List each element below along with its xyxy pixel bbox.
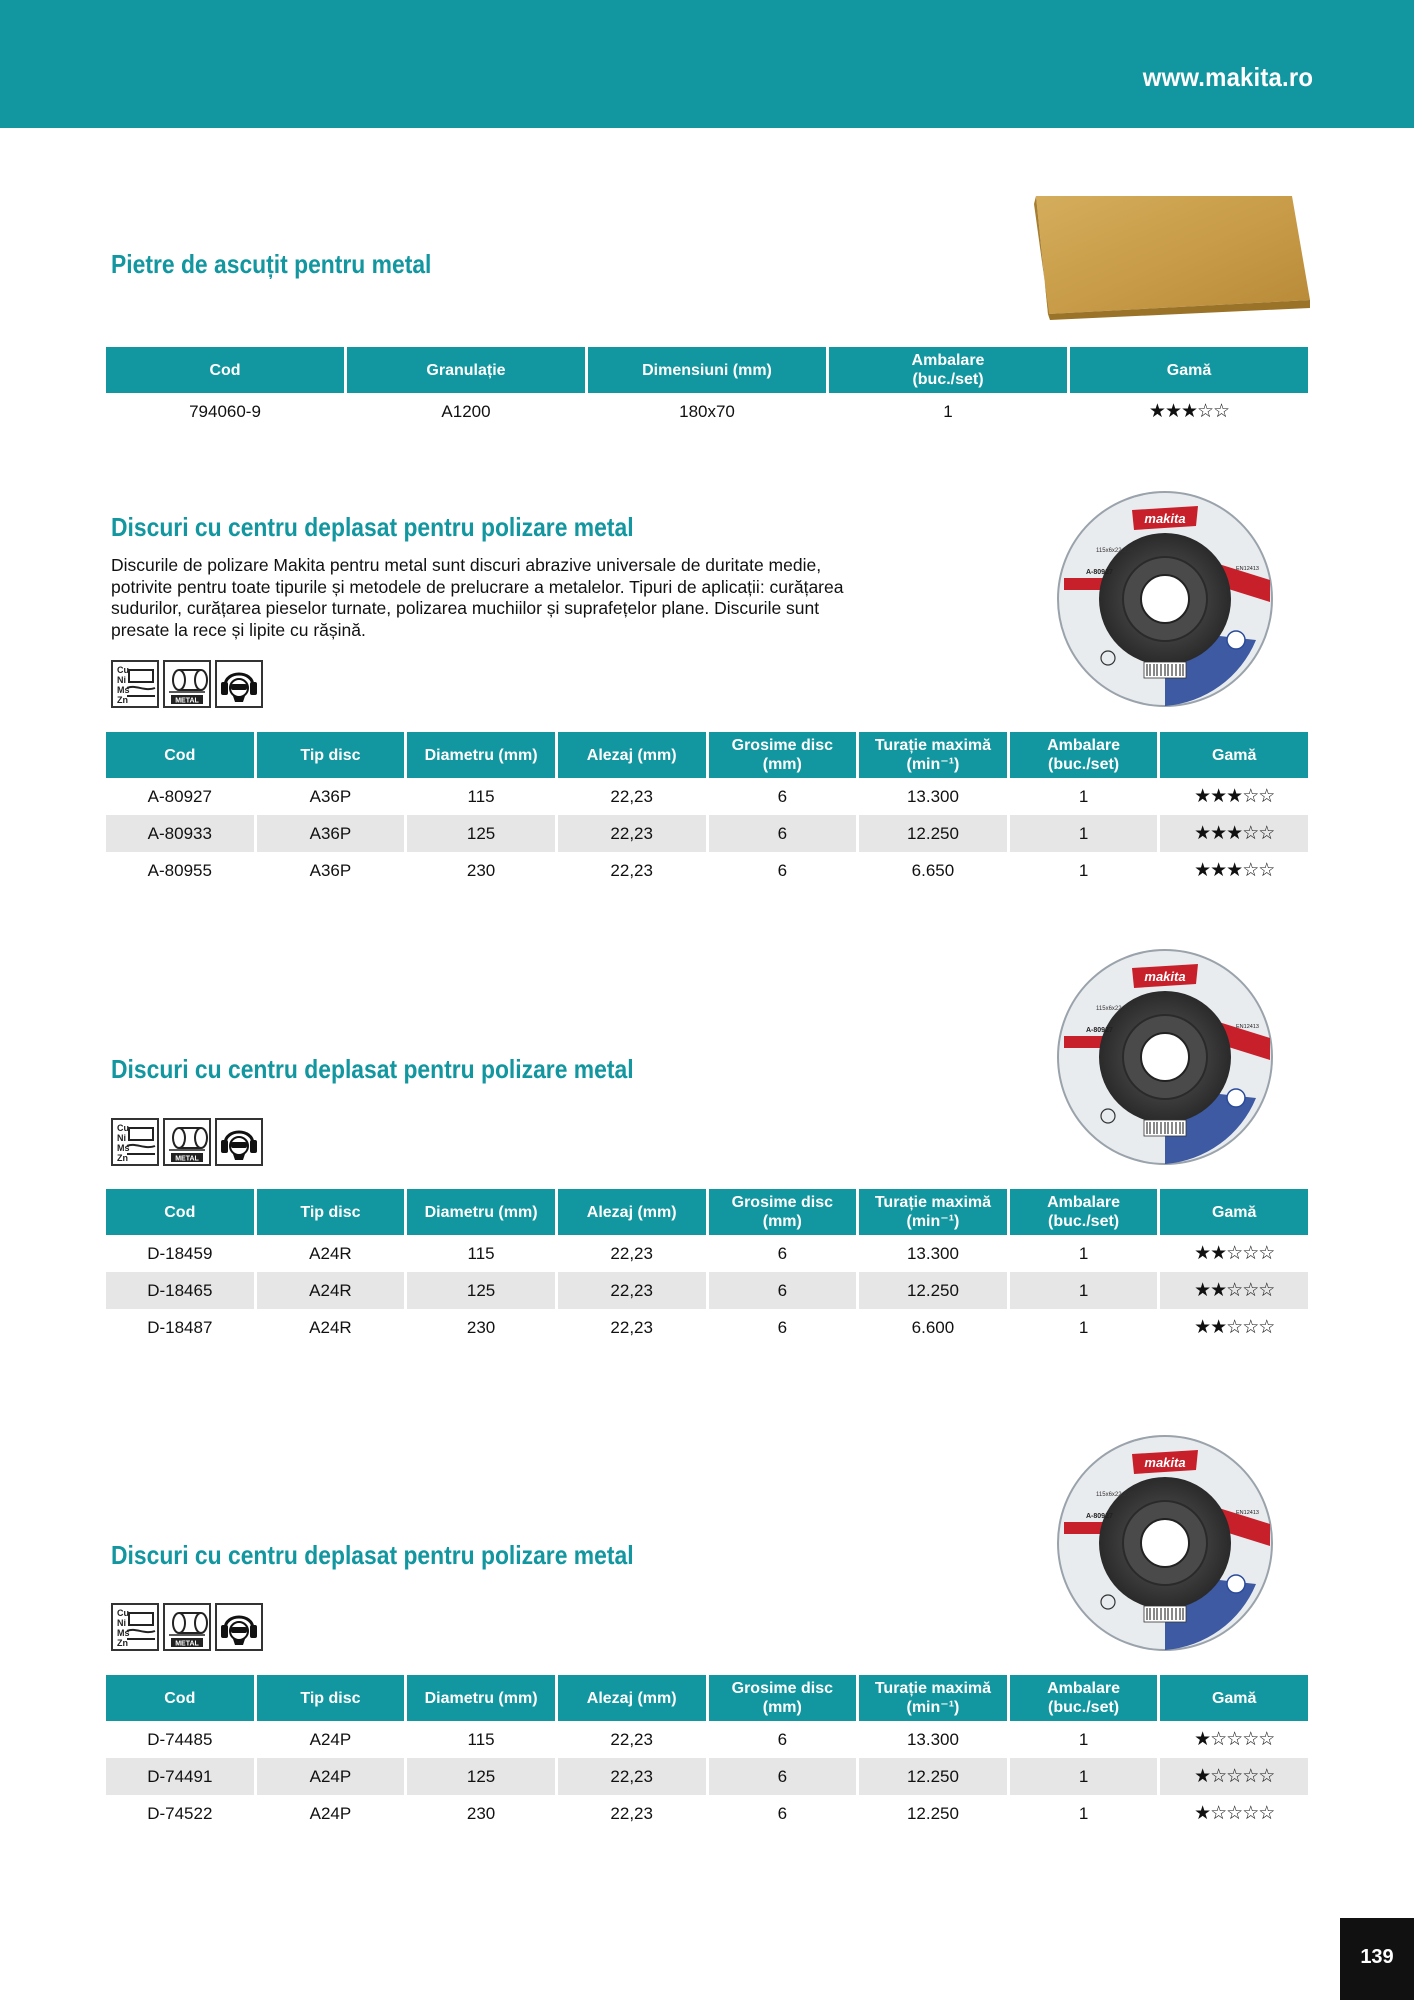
section-title-discs-c: Discuri cu centru deplasat pentru polizare metal — [111, 1540, 634, 1570]
cell-turatie: 6.650 — [911, 860, 955, 880]
svg-text:METAL: METAL — [175, 697, 199, 705]
svg-text:makita: makita — [1144, 1455, 1186, 1470]
cell-tip: A24P — [309, 1729, 352, 1749]
table-header-row — [106, 1189, 1308, 1235]
table-row — [106, 1272, 1308, 1309]
cell-tip: A36P — [309, 786, 352, 806]
cell-cod: D-74491 — [106, 1758, 254, 1795]
column-header: Alezaj (mm) — [558, 1189, 706, 1235]
whetstone-image — [1030, 192, 1312, 320]
cell-ambalare: 1 — [1078, 786, 1089, 806]
column-header: Cod — [106, 1675, 254, 1721]
grinding-disc-image — [1056, 490, 1274, 708]
section-title-whetstones: Pietre de ascuțit pentru metal — [111, 249, 432, 279]
cell-cod: D-74485 — [147, 1729, 213, 1749]
column-header: Grosime disc (mm) — [709, 1189, 857, 1235]
column-header: Ambalare (buc./set) — [1010, 732, 1158, 778]
cell-diametru: 125 — [407, 815, 555, 852]
column-header: Alezaj (mm) — [558, 1675, 706, 1721]
cell-cod: A-80933 — [106, 815, 254, 852]
cell-ambalare: 1 — [1078, 1729, 1089, 1749]
non-ferrous-metal-icon — [111, 1603, 159, 1651]
svg-text:A-80927: A-80927 — [1086, 1027, 1113, 1034]
section-title-discs-a: Discuri cu centru deplasat pentru polizare metal — [111, 512, 634, 542]
cell-alezaj: 22,23 — [558, 815, 706, 852]
cell-diametru: 115 — [467, 1729, 495, 1749]
svg-text:Ms: Ms — [117, 1628, 130, 1638]
cell-ambalare: 1 — [1078, 1803, 1089, 1823]
cell-cod: A-80927 — [147, 786, 212, 806]
svg-text:Cu: Cu — [117, 1123, 129, 1133]
rating-stars: ★★☆☆☆ — [1194, 1317, 1275, 1338]
table-header-row — [106, 1675, 1308, 1721]
column-header: Gamă — [1160, 1675, 1308, 1721]
table-row — [106, 1309, 1308, 1346]
table-row — [106, 1235, 1308, 1272]
cell-alezaj: 22,23 — [610, 1729, 653, 1749]
cell-turatie: 12.250 — [906, 1803, 959, 1823]
svg-text:115x6x22.23mm: 115x6x22.23mm — [1096, 548, 1140, 554]
column-header: Diametru (mm) — [407, 732, 555, 778]
cell-ambalare: 1 — [1010, 1272, 1158, 1309]
column-header: Diametru (mm) — [407, 1675, 555, 1721]
cell-ambalare: 1 — [943, 401, 953, 421]
whetstone-spec-table — [103, 347, 1311, 430]
page-number: 139 — [1360, 1946, 1394, 1968]
table-row — [106, 815, 1308, 852]
cell-diametru: 230 — [466, 1803, 496, 1823]
grinding-disc-image — [1056, 1434, 1274, 1652]
cell-diametru: 125 — [407, 1272, 555, 1309]
cell-cod: 794060-9 — [189, 401, 261, 421]
table-row — [106, 852, 1308, 889]
rating-stars: ★☆☆☆☆ — [1160, 1758, 1308, 1795]
svg-text:Ni: Ni — [117, 675, 126, 685]
cell-grosime: 6 — [777, 1243, 788, 1263]
application-icons-c — [111, 1603, 263, 1651]
column-header: Tip disc — [257, 732, 405, 778]
cell-diametru: 125 — [407, 1758, 555, 1795]
column-header: Granulație — [347, 347, 585, 393]
grinding-disc-image — [1056, 948, 1274, 1166]
cell-ambalare: 1 — [1010, 815, 1158, 852]
table-row — [106, 1758, 1308, 1795]
svg-text:EN12413: EN12413 — [1236, 566, 1259, 572]
column-header: Alezaj (mm) — [558, 732, 706, 778]
cell-cod: D-18487 — [147, 1317, 213, 1337]
safety-gear-icon — [215, 660, 263, 708]
cell-turatie: 13.300 — [906, 1243, 959, 1263]
cell-grosime: 6 — [709, 815, 857, 852]
non-ferrous-metal-icon — [111, 1118, 159, 1166]
svg-text:Ni: Ni — [117, 1133, 126, 1143]
cell-alezaj: 22,23 — [558, 1272, 706, 1309]
column-header: Grosime disc (mm) — [709, 732, 857, 778]
cell-alezaj: 22,23 — [610, 786, 653, 806]
cell-grosime: 6 — [709, 1272, 857, 1309]
column-header: Ambalare (buc./set) — [829, 347, 1067, 393]
svg-text:A-80927: A-80927 — [1086, 1513, 1113, 1520]
svg-text:Zn: Zn — [117, 1153, 128, 1163]
column-header: Diametru (mm) — [407, 1189, 555, 1235]
cell-alezaj: 22,23 — [610, 1243, 653, 1263]
application-icons-a — [111, 660, 263, 708]
cell-grosime: 6 — [709, 1758, 857, 1795]
svg-text:Zn: Zn — [117, 1638, 128, 1648]
svg-text:Cu: Cu — [117, 1608, 129, 1618]
svg-text:METAL: METAL — [175, 1155, 199, 1163]
cell-tip: A24R — [309, 1317, 352, 1337]
column-header: Tip disc — [257, 1189, 405, 1235]
column-header: Gamă — [1160, 1189, 1308, 1235]
cell-granulatie: A1200 — [441, 401, 491, 421]
site-url[interactable]: www.makita.ro — [1142, 62, 1313, 92]
cell-grosime: 6 — [777, 1729, 788, 1749]
cell-grosime: 6 — [777, 1803, 788, 1823]
header-bar — [0, 0, 1414, 128]
cell-ambalare: 1 — [1010, 1758, 1158, 1795]
cell-alezaj: 22,23 — [610, 1803, 653, 1823]
table-row — [106, 778, 1308, 815]
svg-text:makita: makita — [1144, 511, 1186, 526]
cell-turatie: 12.250 — [859, 1272, 1007, 1309]
cell-ambalare: 1 — [1078, 1243, 1089, 1263]
column-header: Ambalare (buc./set) — [1010, 1189, 1158, 1235]
page-number-box — [1340, 1918, 1414, 2000]
safety-gear-icon — [215, 1603, 263, 1651]
cell-cod: D-18459 — [147, 1243, 213, 1263]
disc-spec-table-c — [103, 1675, 1311, 1832]
rating-stars: ★★★☆☆ — [1194, 786, 1275, 807]
cell-turatie: 6.600 — [911, 1317, 955, 1337]
cell-grosime: 6 — [777, 1317, 788, 1337]
svg-text:makita: makita — [1144, 969, 1186, 984]
cell-ambalare: 1 — [1078, 1317, 1089, 1337]
svg-text:115x6x22.23mm: 115x6x22.23mm — [1096, 1006, 1140, 1012]
column-header: Turație maximă (min⁻¹) — [859, 1189, 1007, 1235]
column-header: Turație maximă (min⁻¹) — [859, 1675, 1007, 1721]
section-description: Discurile de polizare Makita pentru metal sunt discuri abrazive universale de duritate medie, potrivite pentru toate tipurile și metodele de prelucrare a metalelor. Tipuri de aplicații: curățarea sudurilor, curățarea pieselor turnate, polizarea muchiilor și suprafețelor plane. Discurile sunt presate la rece și lipite cu rășină. — [111, 555, 844, 640]
rating-stars: ★☆☆☆☆ — [1194, 1729, 1275, 1750]
column-header: Turație maximă (min⁻¹) — [859, 732, 1007, 778]
svg-text:EN12413: EN12413 — [1236, 1510, 1259, 1516]
svg-text:Zn: Zn — [117, 695, 128, 705]
section-title-discs-b: Discuri cu centru deplasat pentru polizare metal — [111, 1054, 634, 1084]
column-header: Grosime disc (mm) — [709, 1675, 857, 1721]
cell-turatie: 13.300 — [906, 1729, 959, 1749]
application-icons-b — [111, 1118, 263, 1166]
cell-turatie: 12.250 — [859, 815, 1007, 852]
cell-cod: D-74522 — [147, 1803, 213, 1823]
column-header: Dimensiuni (mm) — [588, 347, 826, 393]
cell-diametru: 230 — [466, 860, 496, 880]
cell-grosime: 6 — [777, 860, 788, 880]
metal-pipe-icon — [163, 1603, 211, 1651]
rating-stars: ★★★☆☆ — [1148, 401, 1230, 422]
rating-stars: ★★☆☆☆ — [1194, 1243, 1275, 1264]
svg-text:A-80927: A-80927 — [1086, 569, 1113, 576]
column-header: Cod — [106, 1189, 254, 1235]
column-header: Cod — [106, 347, 344, 393]
column-header: Cod — [106, 732, 254, 778]
column-header: Ambalare (buc./set) — [1010, 1675, 1158, 1721]
cell-tip: A24P — [257, 1758, 405, 1795]
cell-diametru: 115 — [467, 786, 495, 806]
table-header-row — [106, 347, 1308, 393]
svg-text:115x6x22.23mm: 115x6x22.23mm — [1096, 1492, 1140, 1498]
cell-alezaj: 22,23 — [610, 860, 653, 880]
cell-turatie: 13.300 — [906, 786, 959, 806]
svg-text:Ms: Ms — [117, 685, 130, 695]
cell-dimensiuni: 180x70 — [679, 401, 735, 421]
cell-alezaj: 22,23 — [610, 1317, 653, 1337]
svg-text:Ni: Ni — [117, 1618, 126, 1628]
rating-stars: ★★☆☆☆ — [1160, 1272, 1308, 1309]
table-header-row — [106, 732, 1308, 778]
rating-stars: ★★★☆☆ — [1160, 815, 1308, 852]
column-header: Gamă — [1160, 732, 1308, 778]
disc-spec-table-a — [103, 732, 1311, 889]
svg-text:Ms: Ms — [117, 1143, 130, 1153]
cell-cod: D-18465 — [106, 1272, 254, 1309]
cell-diametru: 230 — [466, 1317, 496, 1337]
cell-tip: A24R — [257, 1272, 405, 1309]
table-row — [106, 1721, 1308, 1758]
cell-cod: A-80955 — [147, 860, 212, 880]
cell-tip: A24P — [309, 1803, 352, 1823]
cell-turatie: 12.250 — [859, 1758, 1007, 1795]
metal-pipe-icon — [163, 660, 211, 708]
svg-text:METAL: METAL — [175, 1640, 199, 1648]
cell-grosime: 6 — [777, 786, 788, 806]
rating-stars: ★★★☆☆ — [1194, 860, 1275, 881]
column-header: Gamă — [1070, 347, 1308, 393]
disc-spec-table-b — [103, 1189, 1311, 1346]
table-row — [106, 393, 1308, 430]
cell-diametru: 115 — [467, 1243, 495, 1263]
rating-stars: ★☆☆☆☆ — [1194, 1803, 1275, 1824]
safety-gear-icon — [215, 1118, 263, 1166]
cell-ambalare: 1 — [1078, 860, 1089, 880]
svg-text:Cu: Cu — [117, 665, 129, 675]
cell-tip: A24R — [309, 1243, 352, 1263]
column-header: Tip disc — [257, 1675, 405, 1721]
non-ferrous-metal-icon — [111, 660, 159, 708]
cell-tip: A36P — [257, 815, 405, 852]
svg-text:EN12413: EN12413 — [1236, 1024, 1259, 1030]
table-row — [106, 1795, 1308, 1832]
cell-tip: A36P — [309, 860, 352, 880]
cell-alezaj: 22,23 — [558, 1758, 706, 1795]
metal-pipe-icon — [163, 1118, 211, 1166]
